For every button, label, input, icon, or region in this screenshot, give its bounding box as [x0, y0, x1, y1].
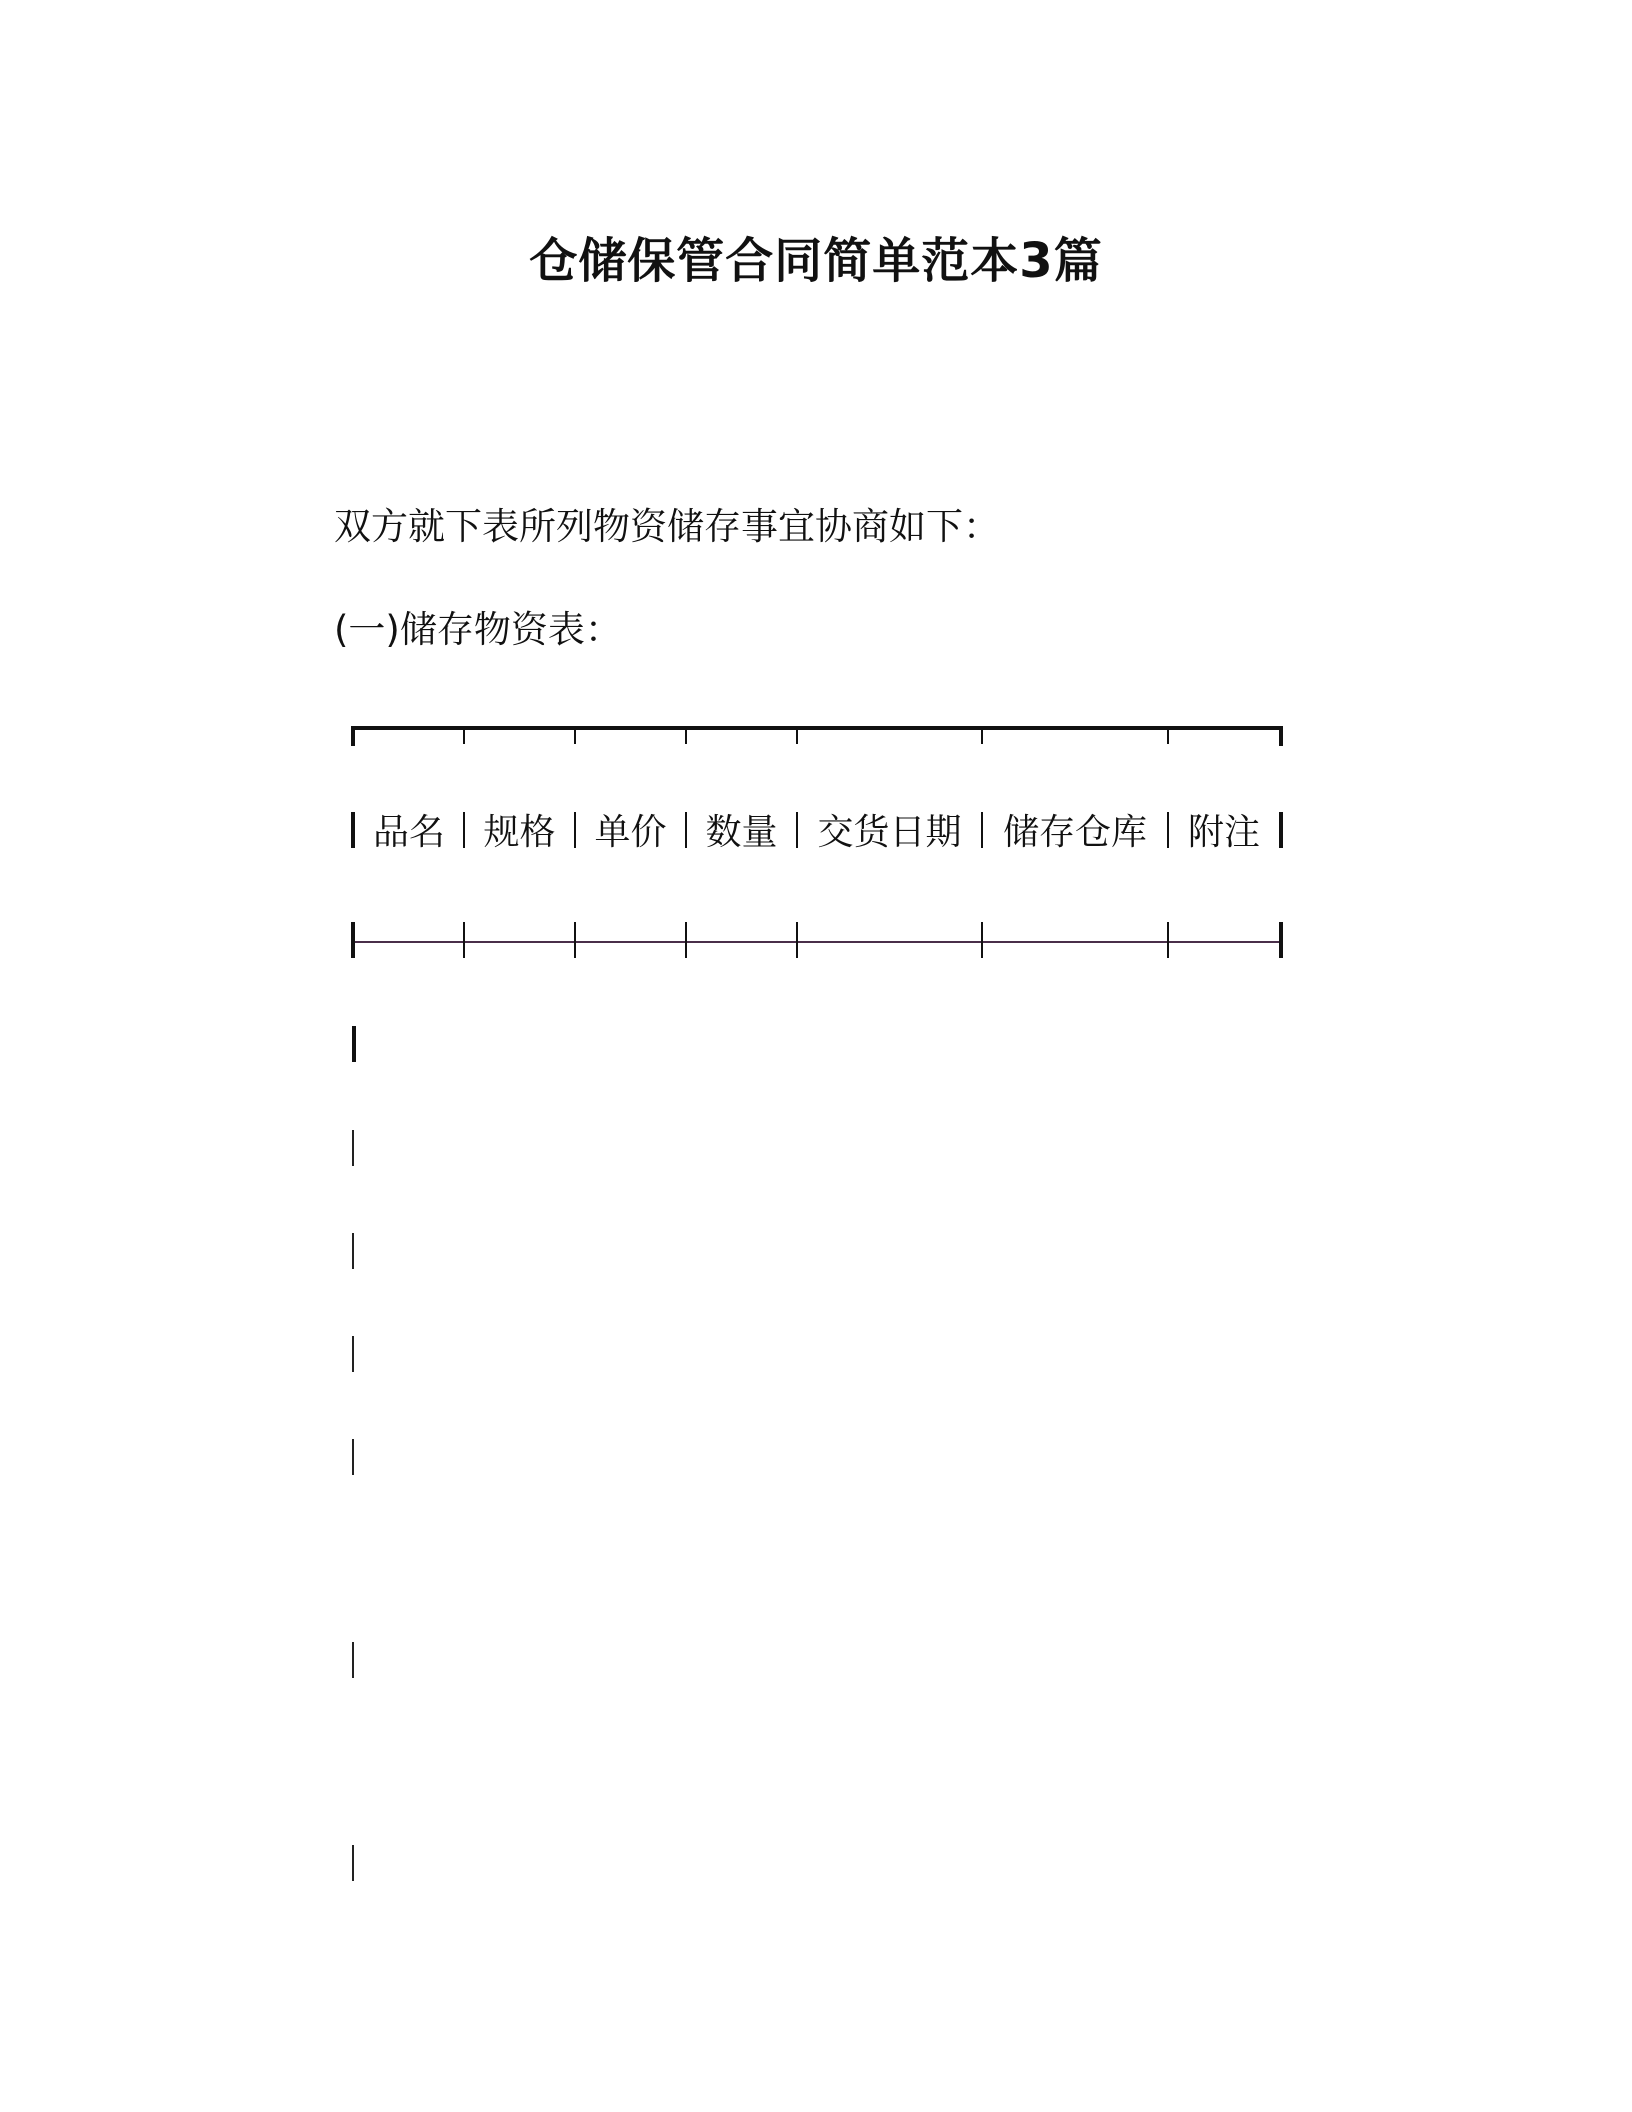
column-header-warehouse: 储存仓库: [1002, 812, 1147, 853]
table-row-border: [352, 1130, 354, 1166]
column-tick: [1167, 922, 1169, 958]
column-header-quantity: 数量: [705, 812, 778, 853]
table-row-border: [352, 1439, 354, 1475]
table-row-border: [352, 1845, 354, 1881]
table-row-border: [352, 1026, 356, 1062]
column-tick: [981, 922, 983, 958]
table-header-rule: [352, 941, 1281, 943]
section-heading: (一)储存物资表：: [334, 608, 622, 651]
table-left-edge-top: [351, 726, 355, 746]
table-left-edge-mid: [351, 922, 355, 958]
column-header-unit-price: 单价: [594, 812, 667, 853]
table-right-edge-mid: [1279, 922, 1283, 958]
table-row-border: [352, 1642, 354, 1678]
column-header-spec: 规格: [483, 812, 556, 853]
table-row-border: [352, 1336, 354, 1372]
document-title: 仓储保管合同简单范本3篇: [529, 233, 1103, 289]
column-tick: [685, 922, 687, 958]
column-tick: [796, 922, 798, 958]
table-top-rule: [352, 726, 1281, 730]
intro-paragraph: 双方就下表所列物资储存事宜协商如下：: [334, 505, 1000, 548]
table-right-edge-top: [1279, 726, 1283, 746]
column-tick: [574, 726, 576, 744]
column-header-delivery-date: 交货日期: [817, 812, 962, 853]
column-tick: [796, 726, 798, 744]
column-tick: [463, 726, 465, 744]
header-right-edge: [1279, 812, 1283, 848]
column-header-notes: 附注: [1187, 812, 1260, 853]
column-header-name: 品名: [372, 812, 445, 853]
column-tick: [685, 726, 687, 744]
column-tick: [463, 922, 465, 958]
column-tick: [574, 922, 576, 958]
table-row-border: [352, 1233, 354, 1269]
column-tick: [981, 726, 983, 744]
column-tick: [1167, 726, 1169, 744]
